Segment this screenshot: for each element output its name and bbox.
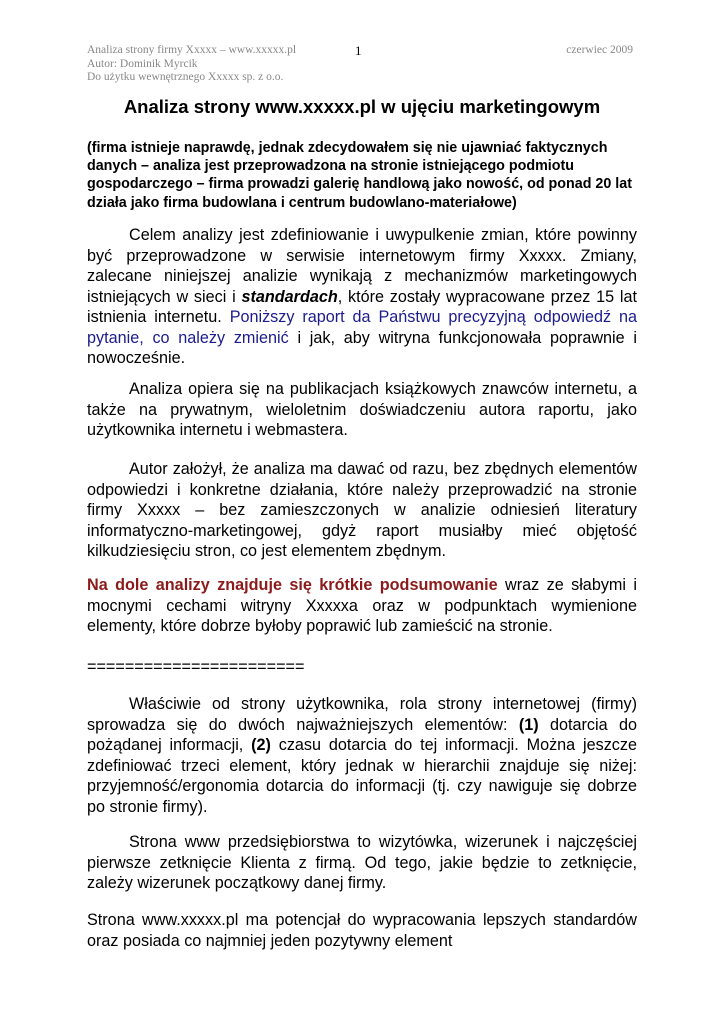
header-line-usage: Do użytku wewnętrznego Xxxxx sp. z o.o. — [87, 71, 284, 83]
header-date: czerwiec 2009 — [566, 44, 633, 56]
highlight-blue: Poniższy raport da Państwu precyzyjną odpowiedź na pytanie, co należy zmienić — [87, 308, 637, 347]
page-number: 1 — [355, 43, 362, 58]
paragraph-sources: Analiza opiera się na publikacjach książkowych znawców internetu, a także na prywatnym, wieloletnim doświadczeniu autora raportu, jako użytkownika internetu i webmastera. — [87, 380, 637, 439]
header-line-title: Analiza strony firmy Xxxxx – www.xxxxx.pl — [87, 44, 297, 56]
separator-line: ======================= — [87, 658, 305, 676]
marker-1: (1) — [518, 715, 539, 734]
paragraph-role: Właściwie od strony użytkownika, rola strony internetowej (firmy) sprowadza się do dwóch najważniejszych elementów: (1) dotarcia do pożądanej informacji, (2) czasu dotarcia do tej informacji. Można jeszcze zdefiniować trzeci element, który jednak w hierarchii znajduje się niżej: przyjemność/ergonomia dotarcia do informacji (tj. czy nawiguje się dobrze po stronie firmy). — [87, 695, 638, 816]
paragraph-goal: Celem analizy jest zdefiniowanie i uwypulkenie zmian, które powinny być przeprowadzone w serwisie internetowym firmy Xxxxx. Zmiany, zalecane niniejszej analizie wynikają z mechanizmów marketingowych istniejących w sieci i standardach, które zostały wypracowane przez 15 lat istnienia internetu. Poniższy raport da Państwu precyzyjną odpowiedź na pytanie, co należy zmienić i jak, aby witryna funkcjonowała poprawnie i nowocześnie. — [87, 226, 637, 367]
paragraph-summary-note: Na dole analizy znajduje się krótkie podsumowanie wraz ze słabymi i mocnymi cechami witryny Xxxxxa oraz w podpunktach wymienione elementy, które dobrze byłoby poprawić lub zamieścić na stronie. — [87, 576, 638, 635]
paragraph-potential: Strona www.xxxxx.pl ma potencjał do wypracowania lepszych standardów oraz posiada co najmniej jeden pozytywny element — [87, 911, 637, 950]
paragraph-business-card: Strona www przedsiębiorstwa to wizytówka, wizerunek i najczęściej pierwsze zetknięcie Klienta z firmą. Od tego, jakie będzie to zetknięcie, zależy wizerunek początkowy danej firmy. — [87, 833, 637, 892]
document-title: Analiza strony www.xxxxx.pl w ujęciu marketingowym — [123, 96, 601, 117]
paragraph-assumptions: Autor założył, że analiza ma dawać od razu, bez zbędnych elementów odpowiedzi i konkretne działania, które należy przeprowadzić na stronie firmy Xxxxx – bez zamieszczonych w analizie odniesień literatury informatyczno-marketingowej, gdyż raport musiałby mieć objętość kilkudziesięciu stron, co jest elementem zbędnym. — [87, 460, 637, 560]
intro-note: (firma istnieje naprawdę, jednak zdecydowałem się nie ujawniać faktycznych danych – analiza jest przeprowadzona na stronie istniejącego podmiotu gospodarczego – firma prowadzi galerię handlową jako nowość, od ponad 20 lat działa jako firma budowlana i centrum budowlano-materiałowe) — [87, 140, 632, 211]
running-header — [87, 44, 296, 85]
header-line-author: Autor: Dominik Myrcik — [87, 57, 198, 70]
highlight-red: Na dole analizy znajduje się krótkie podsumowanie — [87, 576, 498, 594]
emphasis-standards: standardach — [241, 287, 338, 306]
marker-2: (2) — [251, 736, 271, 754]
